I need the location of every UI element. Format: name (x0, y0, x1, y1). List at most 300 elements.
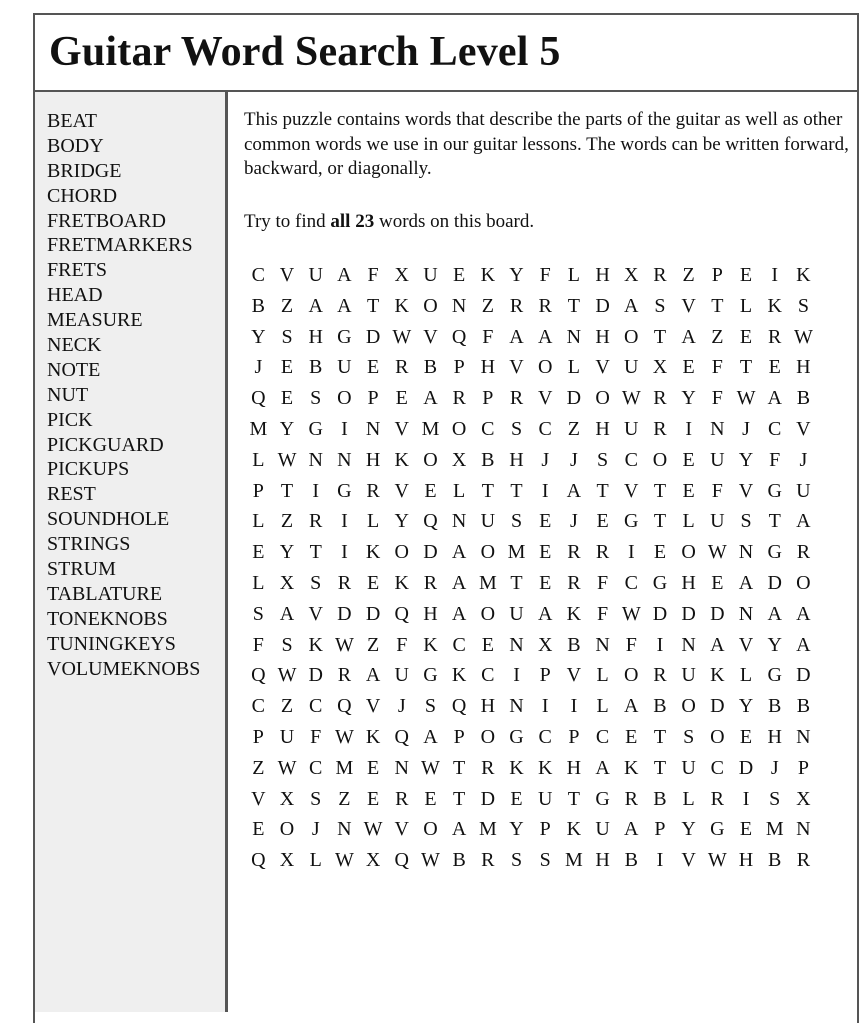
grid-letter[interactable]: L (596, 695, 609, 718)
grid-letter[interactable]: Z (682, 264, 695, 286)
grid-letter[interactable]: W (277, 756, 297, 779)
grid-letter[interactable]: E (682, 448, 695, 471)
grid-letter[interactable]: E (424, 479, 437, 502)
grid-letter[interactable]: S (654, 294, 666, 317)
grid-letter[interactable]: N (451, 294, 467, 317)
grid-letter[interactable]: V (738, 479, 754, 502)
grid-letter[interactable]: R (509, 387, 524, 410)
grid-letter[interactable]: A (566, 479, 582, 502)
grid-letter[interactable]: O (537, 356, 553, 379)
grid-letter[interactable]: H (480, 356, 496, 379)
grid-letter[interactable]: M (421, 417, 440, 440)
grid-letter[interactable]: T (653, 725, 667, 748)
grid-letter[interactable]: G (337, 325, 352, 348)
grid-letter[interactable]: S (510, 417, 523, 440)
grid-letter[interactable]: K (394, 571, 409, 594)
grid-letter[interactable]: O (423, 294, 438, 317)
grid-letter[interactable]: I (656, 633, 664, 656)
grid-letter[interactable]: D (365, 602, 381, 625)
grid-letter[interactable]: D (308, 664, 323, 687)
grid-letter[interactable]: T (453, 756, 466, 779)
grid-letter[interactable]: X (279, 849, 295, 872)
grid-letter[interactable]: Z (280, 510, 294, 533)
grid-letter[interactable]: A (509, 325, 524, 348)
grid-letter[interactable]: M (478, 571, 497, 594)
grid-letter[interactable]: D (595, 294, 610, 317)
grid-letter[interactable]: P (453, 725, 465, 748)
grid-letter[interactable]: H (595, 264, 610, 286)
grid-letter[interactable]: J (570, 510, 578, 533)
grid-letter[interactable]: U (710, 448, 725, 471)
grid-letter[interactable]: Q (251, 664, 266, 687)
grid-letter[interactable]: R (366, 479, 380, 502)
grid-letter[interactable]: Z (280, 695, 294, 718)
grid-letter[interactable]: R (768, 325, 782, 348)
grid-letter[interactable]: R (538, 294, 552, 317)
grid-letter[interactable]: U (480, 510, 496, 533)
grid-letter[interactable]: K (451, 664, 467, 687)
grid-letter[interactable]: N (337, 448, 352, 471)
grid-letter[interactable]: O (796, 571, 811, 594)
grid-letter[interactable]: P (539, 818, 551, 841)
grid-letter[interactable]: A (308, 294, 323, 317)
grid-letter[interactable]: U (337, 356, 352, 379)
grid-letter[interactable]: W (334, 849, 354, 872)
grid-letter[interactable]: M (335, 756, 354, 779)
grid-letter[interactable]: F (711, 387, 723, 410)
grid-letter[interactable]: U (308, 264, 323, 286)
grid-letter[interactable]: L (682, 787, 695, 810)
grid-letter[interactable]: T (711, 294, 724, 317)
grid-letter[interactable]: I (312, 479, 320, 502)
grid-letter[interactable]: E (739, 818, 753, 841)
grid-letter[interactable]: K (365, 725, 381, 748)
grid-letter[interactable]: I (656, 849, 664, 872)
grid-letter[interactable]: B (796, 695, 811, 718)
grid-letter[interactable]: E (453, 264, 466, 286)
grid-letter[interactable]: I (771, 264, 779, 286)
grid-letter[interactable]: E (653, 541, 667, 564)
grid-letter[interactable]: T (481, 479, 494, 502)
grid-letter[interactable]: O (710, 725, 725, 748)
grid-letter[interactable]: U (595, 818, 610, 841)
grid-letter[interactable]: I (685, 417, 692, 440)
grid-letter[interactable]: J (570, 448, 578, 471)
grid-letter[interactable]: K (394, 294, 409, 317)
grid-letter[interactable]: I (627, 541, 635, 564)
grid-letter[interactable]: F (310, 725, 322, 748)
grid-letter[interactable]: G (767, 664, 782, 687)
grid-letter[interactable]: R (567, 541, 581, 564)
grid-letter[interactable]: C (481, 417, 495, 440)
grid-letter[interactable]: P (539, 664, 551, 687)
grid-letter[interactable]: F (396, 633, 408, 656)
grid-letter[interactable]: T (653, 756, 667, 779)
grid-letter[interactable]: O (652, 448, 668, 471)
grid-letter[interactable]: O (480, 541, 496, 564)
grid-letter[interactable]: Q (394, 725, 409, 748)
grid-letter[interactable]: C (538, 417, 552, 440)
grid-letter[interactable]: G (710, 818, 725, 841)
grid-letter[interactable]: Y (738, 448, 754, 471)
grid-letter[interactable]: E (280, 356, 294, 379)
grid-letter[interactable]: A (681, 325, 696, 348)
grid-letter[interactable]: A (423, 387, 438, 410)
grid-letter[interactable]: G (337, 479, 352, 502)
grid-letter[interactable]: I (341, 541, 348, 564)
grid-letter[interactable]: R (452, 387, 466, 410)
grid-letter[interactable]: X (537, 633, 553, 656)
grid-letter[interactable]: T (567, 294, 581, 317)
grid-letter[interactable]: N (308, 448, 323, 471)
grid-letter[interactable]: T (739, 356, 753, 379)
grid-letter[interactable]: Z (280, 294, 294, 317)
grid-letter[interactable]: G (423, 664, 438, 687)
grid-letter[interactable]: C (251, 264, 266, 286)
grid-letter[interactable]: N (451, 510, 467, 533)
grid-letter[interactable]: D (652, 602, 668, 625)
grid-letter[interactable]: I (513, 664, 520, 687)
grid-letter[interactable]: U (796, 479, 811, 502)
grid-letter[interactable]: O (279, 818, 295, 841)
grid-letter[interactable]: K (423, 633, 438, 656)
grid-letter[interactable]: W (707, 541, 727, 564)
grid-letter[interactable]: A (537, 602, 553, 625)
grid-letter[interactable]: Q (451, 325, 467, 348)
grid-letter[interactable]: A (796, 510, 811, 533)
grid-letter[interactable]: Q (451, 695, 467, 718)
grid-letter[interactable]: F (539, 264, 551, 286)
grid-letter[interactable]: P (568, 725, 580, 748)
grid-letter[interactable]: D (365, 325, 381, 348)
grid-letter[interactable]: J (311, 818, 320, 841)
grid-letter[interactable]: J (254, 356, 263, 379)
grid-letter[interactable]: H (738, 849, 754, 872)
grid-letter[interactable]: C (251, 695, 266, 718)
grid-letter[interactable]: H (480, 695, 496, 718)
grid-letter[interactable]: V (796, 417, 811, 440)
grid-letter[interactable]: E (539, 510, 552, 533)
grid-letter[interactable]: R (481, 849, 495, 872)
grid-letter[interactable]: F (252, 633, 264, 656)
grid-letter[interactable]: R (624, 787, 638, 810)
grid-letter[interactable]: S (597, 448, 609, 471)
grid-letter[interactable]: R (653, 387, 667, 410)
grid-letter[interactable]: W (363, 818, 383, 841)
grid-letter[interactable]: L (739, 294, 753, 317)
grid-letter[interactable]: T (366, 294, 380, 317)
grid-letter[interactable]: L (309, 849, 322, 872)
grid-letter[interactable]: R (595, 541, 610, 564)
grid-letter[interactable]: S (281, 325, 293, 348)
grid-letter[interactable]: A (624, 695, 639, 718)
grid-letter[interactable]: Z (711, 325, 724, 348)
grid-letter[interactable]: O (337, 387, 352, 410)
grid-letter[interactable]: D (566, 387, 582, 410)
grid-letter[interactable]: N (681, 633, 696, 656)
grid-letter[interactable]: T (653, 510, 667, 533)
grid-letter[interactable]: S (281, 633, 293, 656)
grid-letter[interactable]: H (566, 756, 582, 779)
grid-letter[interactable]: H (509, 448, 524, 471)
grid-letter[interactable]: E (252, 818, 265, 841)
grid-letter[interactable]: E (424, 787, 437, 810)
grid-letter[interactable]: X (365, 849, 381, 872)
grid-letter[interactable]: U (710, 510, 725, 533)
grid-letter[interactable]: E (711, 571, 724, 594)
grid-letter[interactable]: S (769, 787, 781, 810)
grid-letter[interactable]: A (337, 294, 352, 317)
grid-letter[interactable]: F (482, 325, 494, 348)
grid-letter[interactable]: W (334, 725, 354, 748)
grid-letter[interactable]: Y (394, 510, 409, 533)
grid-letter[interactable]: K (394, 448, 409, 471)
grid-letter[interactable]: O (681, 541, 696, 564)
grid-letter[interactable]: U (624, 356, 639, 379)
grid-letter[interactable]: E (280, 387, 294, 410)
grid-letter[interactable]: X (279, 571, 295, 594)
grid-letter[interactable]: R (509, 294, 524, 317)
grid-letter[interactable]: R (653, 664, 667, 687)
grid-letter[interactable]: F (597, 602, 609, 625)
grid-letter[interactable]: S (424, 695, 437, 718)
grid-letter[interactable]: S (252, 602, 264, 625)
grid-letter[interactable]: U (509, 602, 524, 625)
grid-letter[interactable]: O (480, 602, 496, 625)
grid-letter[interactable]: I (541, 479, 549, 502)
grid-letter[interactable]: N (738, 541, 754, 564)
grid-letter[interactable]: W (277, 664, 297, 687)
grid-letter[interactable]: L (596, 664, 609, 687)
grid-letter[interactable]: T (768, 510, 781, 533)
grid-letter[interactable]: T (653, 325, 667, 348)
grid-letter[interactable]: O (624, 664, 639, 687)
grid-letter[interactable]: T (510, 479, 523, 502)
grid-letter[interactable]: A (767, 602, 782, 625)
grid-letter[interactable]: H (767, 725, 782, 748)
grid-letter[interactable]: W (334, 633, 354, 656)
grid-letter[interactable]: Q (337, 695, 352, 718)
grid-letter[interactable]: E (596, 510, 609, 533)
grid-letter[interactable]: T (653, 479, 667, 502)
grid-letter[interactable]: N (796, 818, 811, 841)
grid-letter[interactable]: E (366, 571, 380, 594)
grid-letter[interactable]: V (537, 387, 553, 410)
grid-letter[interactable]: M (249, 417, 268, 440)
grid-letter[interactable]: R (309, 510, 323, 533)
grid-letter[interactable]: M (507, 541, 526, 564)
grid-letter[interactable]: K (796, 264, 811, 286)
grid-letter[interactable]: U (394, 664, 409, 687)
grid-letter[interactable]: O (423, 818, 438, 841)
grid-letter[interactable]: Z (567, 417, 581, 440)
grid-letter[interactable]: V (394, 479, 409, 502)
grid-letter[interactable]: K (365, 541, 381, 564)
grid-letter[interactable]: L (453, 479, 466, 502)
grid-letter[interactable]: D (710, 602, 725, 625)
grid-letter[interactable]: B (423, 356, 438, 379)
grid-letter[interactable]: I (341, 417, 348, 440)
grid-letter[interactable]: J (770, 756, 779, 779)
grid-letter[interactable]: A (796, 602, 811, 625)
grid-letter[interactable]: N (566, 325, 582, 348)
grid-letter[interactable]: K (480, 264, 496, 286)
grid-letter[interactable]: I (570, 695, 578, 718)
grid-letter[interactable]: T (596, 479, 609, 502)
grid-letter[interactable]: W (421, 849, 440, 872)
grid-letter[interactable]: L (252, 571, 265, 594)
grid-letter[interactable]: V (423, 325, 438, 348)
grid-letter[interactable]: C (595, 725, 610, 748)
grid-letter[interactable]: W (793, 325, 813, 348)
grid-letter[interactable]: R (653, 417, 667, 440)
grid-letter[interactable]: H (681, 571, 696, 594)
grid-letter[interactable]: P (252, 725, 264, 748)
grid-letter[interactable]: P (797, 756, 809, 779)
grid-letter[interactable]: O (624, 325, 639, 348)
grid-letter[interactable]: B (796, 387, 811, 410)
grid-letter[interactable]: P (453, 356, 465, 379)
grid-letter[interactable]: E (252, 541, 265, 564)
grid-letter[interactable]: I (541, 695, 549, 718)
grid-letter[interactable]: U (681, 756, 696, 779)
grid-letter[interactable]: L (567, 264, 581, 286)
grid-letter[interactable]: V (394, 818, 409, 841)
grid-letter[interactable]: S (310, 387, 322, 410)
grid-letter[interactable]: V (394, 417, 409, 440)
grid-letter[interactable]: E (682, 479, 695, 502)
grid-letter[interactable]: E (366, 756, 380, 779)
grid-letter[interactable]: O (423, 448, 438, 471)
grid-letter[interactable]: Y (738, 695, 754, 718)
grid-letter[interactable]: L (366, 510, 380, 533)
grid-letter[interactable]: B (251, 294, 266, 317)
grid-letter[interactable]: B (309, 356, 323, 379)
grid-letter[interactable]: F (711, 479, 723, 502)
grid-letter[interactable]: K (566, 818, 582, 841)
grid-letter[interactable]: C (624, 571, 638, 594)
grid-letter[interactable]: B (768, 849, 782, 872)
grid-letter[interactable]: A (537, 325, 553, 348)
grid-letter[interactable]: G (767, 541, 782, 564)
grid-letter[interactable]: K (566, 602, 582, 625)
grid-letter[interactable]: F (597, 571, 609, 594)
grid-letter[interactable]: B (481, 448, 495, 471)
grid-letter[interactable]: Y (279, 417, 295, 440)
grid-letter[interactable]: O (595, 387, 610, 410)
grid-letter[interactable]: U (279, 725, 295, 748)
grid-letter[interactable]: X (279, 787, 295, 810)
grid-letter[interactable]: T (280, 479, 294, 502)
grid-letter[interactable]: D (337, 602, 352, 625)
grid-letter[interactable]: N (394, 756, 409, 779)
grid-letter[interactable]: A (451, 541, 467, 564)
grid-letter[interactable]: K (624, 756, 639, 779)
grid-letter[interactable]: O (451, 417, 467, 440)
grid-letter[interactable]: H (595, 325, 610, 348)
grid-letter[interactable]: P (252, 479, 264, 502)
grid-letter[interactable]: F (711, 356, 723, 379)
grid-letter[interactable]: V (624, 479, 639, 502)
grid-letter[interactable]: B (653, 787, 667, 810)
grid-letter[interactable]: S (510, 510, 523, 533)
grid-letter[interactable]: G (509, 725, 524, 748)
grid-letter[interactable]: A (624, 294, 639, 317)
grid-letter[interactable]: A (710, 633, 725, 656)
grid-letter[interactable]: E (739, 264, 753, 286)
grid-letter[interactable]: E (539, 541, 552, 564)
grid-letter[interactable]: E (625, 725, 638, 748)
grid-letter[interactable]: B (768, 695, 782, 718)
grid-letter[interactable]: W (707, 849, 727, 872)
grid-letter[interactable]: P (482, 387, 494, 410)
grid-letter[interactable]: Q (251, 387, 266, 410)
grid-letter[interactable]: A (451, 571, 467, 594)
grid-letter[interactable]: R (481, 756, 495, 779)
grid-letter[interactable]: N (595, 633, 610, 656)
grid-letter[interactable]: X (624, 264, 639, 286)
grid-letter[interactable]: Y (251, 325, 266, 348)
grid-letter[interactable]: F (625, 633, 637, 656)
grid-letter[interactable]: L (252, 510, 265, 533)
grid-letter[interactable]: N (337, 818, 352, 841)
grid-letter[interactable]: W (392, 325, 412, 348)
grid-letter[interactable]: U (423, 264, 438, 286)
grid-letter[interactable]: F (769, 448, 781, 471)
grid-letter[interactable]: N (796, 725, 811, 748)
grid-letter[interactable]: K (509, 756, 524, 779)
grid-letter[interactable]: R (337, 571, 352, 594)
grid-letter[interactable]: N (738, 602, 754, 625)
grid-letter[interactable]: A (279, 602, 295, 625)
grid-letter[interactable]: N (509, 695, 524, 718)
grid-letter[interactable]: G (767, 479, 782, 502)
grid-letter[interactable]: I (742, 787, 750, 810)
grid-letter[interactable]: W (421, 756, 440, 779)
grid-letter[interactable]: V (509, 356, 524, 379)
grid-letter[interactable]: H (308, 325, 323, 348)
grid-letter[interactable]: G (595, 787, 610, 810)
grid-letter[interactable]: Z (338, 787, 351, 810)
grid-letter[interactable]: A (767, 387, 782, 410)
grid-letter[interactable]: W (277, 448, 297, 471)
grid-letter[interactable]: E (366, 356, 380, 379)
grid-letter[interactable]: R (653, 264, 667, 286)
grid-letter[interactable]: E (366, 787, 380, 810)
grid-letter[interactable]: N (710, 417, 725, 440)
grid-letter[interactable]: Y (767, 633, 782, 656)
grid-letter[interactable]: E (481, 633, 494, 656)
grid-letter[interactable]: G (624, 510, 639, 533)
grid-letter[interactable]: L (567, 356, 581, 379)
grid-letter[interactable]: C (538, 725, 552, 748)
grid-letter[interactable]: D (796, 664, 811, 687)
grid-letter[interactable]: J (541, 448, 550, 471)
grid-letter[interactable]: Z (481, 294, 494, 317)
grid-letter[interactable]: D (710, 695, 725, 718)
grid-letter[interactable]: Q (394, 602, 409, 625)
grid-letter[interactable]: C (624, 448, 638, 471)
grid-letter[interactable]: A (451, 818, 467, 841)
grid-letter[interactable]: B (624, 849, 638, 872)
grid-letter[interactable]: R (395, 787, 409, 810)
grid-letter[interactable]: C (481, 664, 495, 687)
grid-letter[interactable]: Z (366, 633, 380, 656)
grid-letter[interactable]: T (453, 787, 466, 810)
grid-letter[interactable]: B (452, 849, 466, 872)
grid-letter[interactable]: Y (279, 541, 295, 564)
grid-letter[interactable]: V (365, 695, 381, 718)
